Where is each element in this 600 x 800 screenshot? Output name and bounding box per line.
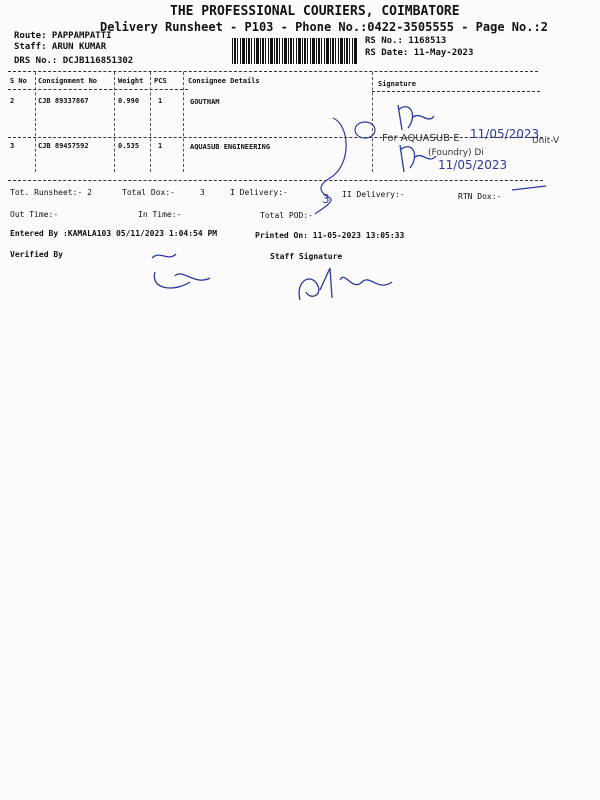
ii-delivery-label: II Delivery:- — [342, 190, 405, 199]
row-pcs: 1 — [158, 97, 163, 105]
total-pod-label: Total POD:- — [260, 211, 313, 220]
i-delivery-label: I Delivery:- — [230, 188, 288, 197]
row-consignment: CJB 89337867 — [38, 97, 89, 105]
in-time-label: In Time:- — [138, 210, 182, 219]
signature-1 — [398, 105, 434, 130]
staff-signature-label: Staff Signature — [270, 252, 343, 261]
printed-on: Printed On: 11-05-2023 13:05:33 — [255, 231, 405, 240]
staff-signature-ink — [299, 268, 392, 300]
staff-name: Staff: ARUN KUMAR — [14, 42, 107, 52]
total-dox-label: Total Dox:- — [122, 188, 175, 197]
row-consignment: CJB 89457592 — [38, 142, 89, 150]
signature-date-2: 11/05/2023 — [438, 158, 508, 172]
drs-number: DRS No.: DCJB116851302 — [14, 56, 134, 66]
circled-two-icon — [355, 122, 375, 138]
company-title: THE PROFESSIONAL COURIERS, COIMBATORE — [170, 4, 460, 19]
verified-by-initials — [152, 254, 210, 288]
route: Route: PAPPAMPATTI — [14, 31, 112, 41]
row-consignee: AQUASUB ENGINEERING — [190, 143, 271, 151]
rtn-dox-label: RTN Dox:- — [458, 192, 502, 201]
bracket-stroke — [315, 118, 346, 214]
col-consignment: Consignment No — [38, 77, 98, 85]
rs-date: RS Date: 11-May-2023 — [365, 48, 474, 58]
col-pcs: PCS — [154, 77, 167, 85]
row-pcs: 1 — [158, 142, 163, 150]
col-weight: Weight — [118, 77, 144, 85]
runsheet-subtitle: Delivery Runsheet - P103 - Phone No.:0422-3505555 - Page No.:2 — [100, 20, 548, 34]
row-consignee: GOUTHAM — [190, 98, 220, 106]
out-time-label: Out Time:- — [10, 210, 59, 219]
i-delivery-value: 3 — [322, 192, 330, 206]
total-runsheet: Tot. Runsheet:- 2 — [10, 188, 92, 197]
total-dox-value: 3 — [200, 188, 205, 197]
stamp-line2: (Foundry) Di — [428, 148, 484, 158]
row-sno: 3 — [10, 142, 15, 150]
row-weight: 0.990 — [118, 97, 140, 105]
stamp-suffix: Unit-V — [532, 136, 560, 146]
verified-by-label: Verified By — [10, 250, 63, 259]
entered-by: Entered By :KAMALA103 05/11/2023 1:04:54 PM — [10, 229, 218, 238]
signature-date-1: 11/05/2023 — [470, 127, 540, 141]
row-weight: 0.535 — [118, 142, 140, 150]
row-sno: 2 — [10, 97, 15, 105]
rs-number: RS No.: 1168513 — [365, 36, 447, 46]
rtn-dox-mark — [512, 186, 546, 190]
signature-2 — [400, 145, 436, 172]
col-consignee: Consignee Details — [188, 77, 260, 85]
col-sno: S No — [10, 77, 27, 85]
col-signature: Signature — [378, 80, 416, 88]
stamp-line1: For AQUASUB E — [382, 133, 460, 144]
